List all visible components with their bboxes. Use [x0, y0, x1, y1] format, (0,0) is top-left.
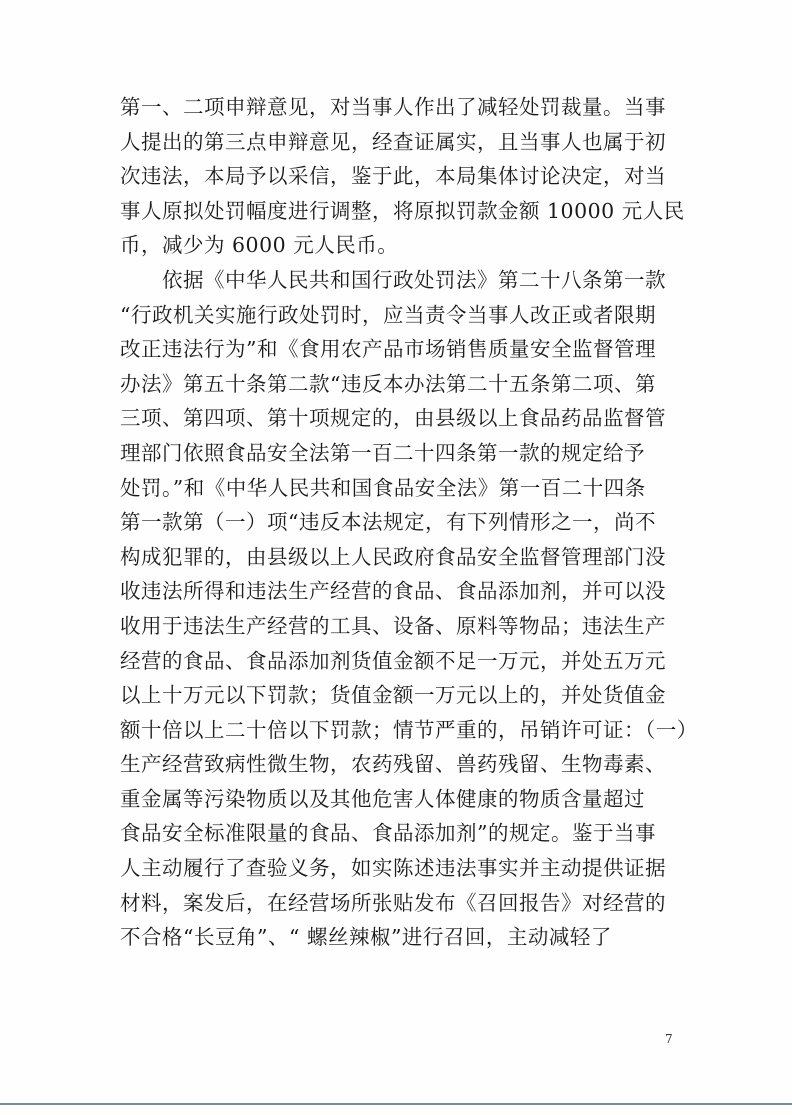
scan-edge-divider	[0, 1103, 792, 1105]
page-number: 7	[665, 1032, 673, 1046]
text-line: 理部门依照食品安全法第一百二十四条第一款的规定给予	[120, 440, 645, 465]
text-line: 人主动履行了查验义务，如实陈述违法事实并主动提供证据	[120, 856, 666, 881]
text-line: 依据《中华人民共和国行政处罚法》第二十八条第一款	[120, 267, 666, 292]
text-line: 事人原拟处罚幅度进行调整，将原拟罚款金额 10000 元人民	[120, 198, 685, 223]
text-line: 办法》第五十条第二款“违反本办法第二十五条第二项、第	[120, 371, 656, 396]
text-line: 重金属等污染物质以及其他危害人体健康的物质含量超过	[120, 786, 645, 811]
text-line: 第一款第（一）项“违反本法规定，有下列情形之一，尚不	[120, 510, 656, 535]
text-line: 人提出的第三点申辩意见，经查证属实，且当事人也属于初	[120, 129, 666, 154]
text-line: 经营的食品、食品添加剂货值金额不足一万元，并处五万元	[120, 648, 666, 673]
text-line: 第一、二项申辩意见，对当事人作出了减轻处罚裁量。当事	[120, 95, 666, 119]
text-line: 币，减少为 6000 元人民币。	[120, 233, 399, 258]
text-line: 处罚。”和《中华人民共和国食品安全法》第一百二十四条	[120, 475, 646, 500]
text-line: 以上十万元以下罚款；货值金额一万元以上的，并处货值金	[120, 683, 666, 708]
text-line: 收用于违法生产经营的工具、设备、原料等物品；违法生产	[120, 613, 666, 638]
body-text	[120, 90, 698, 955]
text-line: 额十倍以上二十倍以下罚款；情节严重的，吊销许可证：（一）	[120, 717, 698, 742]
text-line: 不合格“长豆角”、“ 螺丝辣椒”进行召回，主动减轻了	[120, 925, 612, 950]
text-line: 构成犯罪的，由县级以上人民政府食品安全监督管理部门没	[120, 544, 666, 569]
text-line: 三项、第四项、第十项规定的，由县级以上食品药品监督管	[120, 406, 666, 431]
text-line: 收违法所得和违法生产经营的食品、食品添加剂，并可以没	[120, 579, 666, 604]
text-line: 食品安全标准限量的食品、食品添加剂”的规定。鉴于当事	[120, 821, 656, 846]
text-line: 生产经营致病性微生物，农药残留、兽药残留、生物毒素、	[120, 752, 666, 777]
text-line: 次违法，本局予以采信，鉴于此，本局集体讨论决定，对当	[120, 164, 666, 189]
text-line: “行政机关实施行政处罚时，应当责令当事人改正或者限期	[120, 302, 656, 327]
text-line: 材料，案发后，在经营场所张贴发布《召回报告》对经营的	[120, 890, 666, 915]
text-line: 改正违法行为”和《食用农产品市场销售质量安全监督管理	[120, 337, 656, 362]
